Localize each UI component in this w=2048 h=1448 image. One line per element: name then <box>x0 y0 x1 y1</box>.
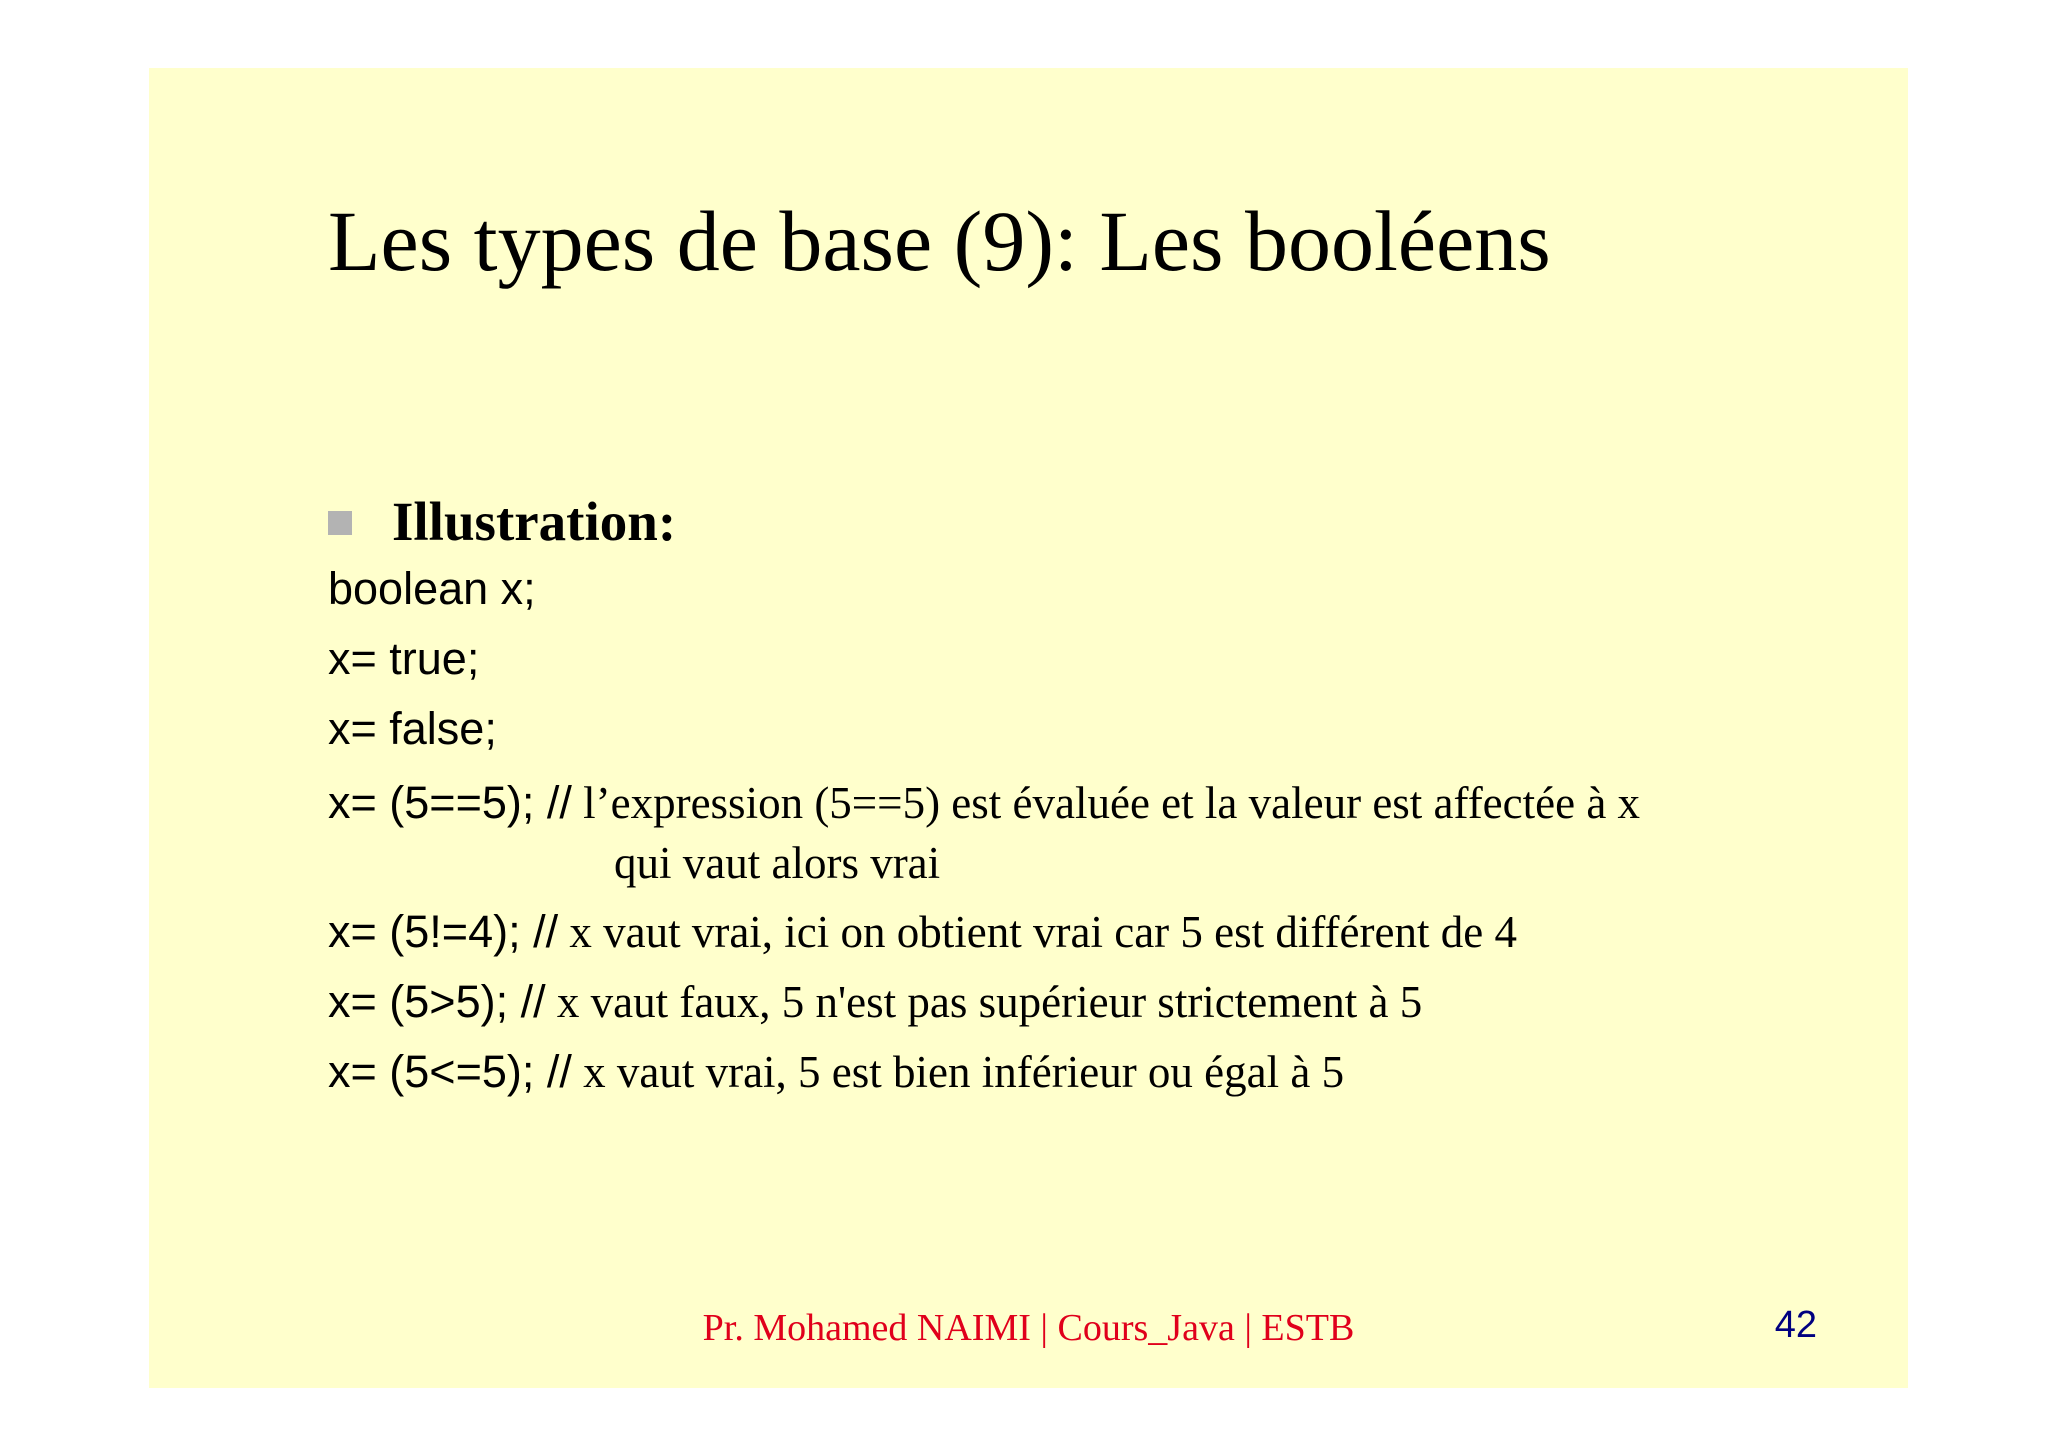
code-text: x= (5==5); // <box>328 777 572 828</box>
comment-text: x vaut vrai, ici on obtient vrai car 5 est différent de 4 <box>558 907 1517 957</box>
code-line-equal <box>328 776 1640 830</box>
bullet-item <box>328 486 676 556</box>
code-text: x= (5!=4); // <box>328 906 559 957</box>
page-number: 42 <box>1774 1304 1817 1346</box>
code-line-less-equal <box>328 1045 1344 1099</box>
comment-text: l’expression (5==5) est évaluée et la valeur est affectée à x <box>571 778 1641 828</box>
comment-text: x vaut vrai, 5 est bien inférieur ou égal à 5 <box>571 1047 1345 1097</box>
comment-text: x vaut faux, 5 n'est pas supérieur strictement à 5 <box>545 977 1423 1027</box>
comment-continuation: qui vaut alors vrai <box>614 838 941 888</box>
square-bullet-icon <box>328 511 352 535</box>
code-line-greater <box>328 975 1422 1029</box>
code-line-declaration <box>328 562 536 616</box>
slide-title: Les types de base (9): Les booléens <box>328 193 1551 289</box>
code-text: boolean x; <box>328 563 536 614</box>
code-line-true <box>328 632 479 686</box>
code-line-not-equal <box>328 905 1517 959</box>
code-text: x= true; <box>328 633 480 684</box>
bullet-label: Illustration: <box>392 490 677 552</box>
code-text: x= false; <box>328 703 497 754</box>
slide <box>149 68 1908 1388</box>
code-text: x= (5<=5); // <box>328 1046 572 1097</box>
slide-footer: Pr. Mohamed NAIMI | Cours_Java | ESTB <box>702 1307 1355 1349</box>
code-text: x= (5>5); // <box>328 976 546 1027</box>
code-line-false <box>328 702 497 756</box>
